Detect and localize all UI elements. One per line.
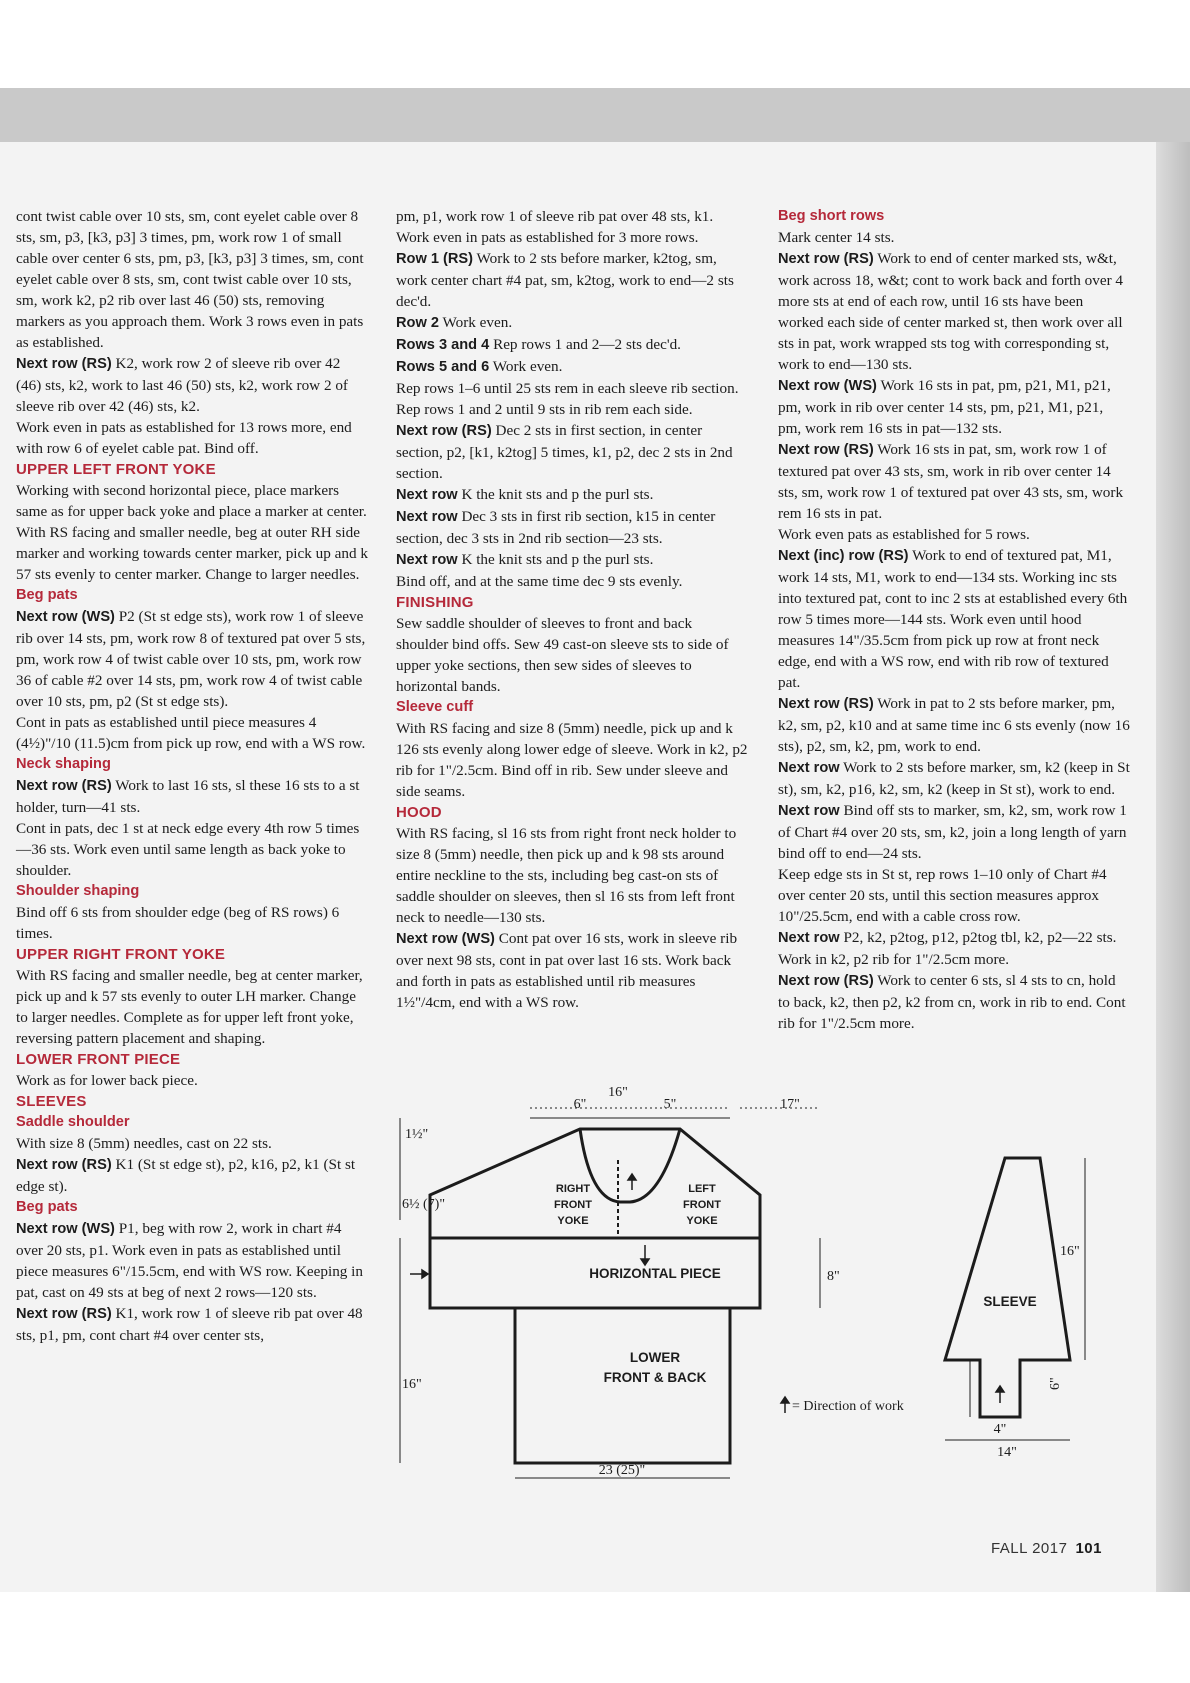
- paragraph-text: Bind off 6 sts from shoulder edge (beg of RS rows) 6 times.: [16, 904, 340, 942]
- row-label: Next row (RS): [16, 1306, 112, 1322]
- section-heading: UPPER LEFT FRONT YOKE: [16, 461, 216, 478]
- instruction-paragraph: [396, 506, 748, 549]
- arrow-legend-head: [781, 1397, 789, 1403]
- page-number: 101: [1075, 1540, 1102, 1557]
- paragraph-text: Work to last 16 sts, sl these 16 sts to a st holder, turn—41 sts.: [16, 777, 360, 816]
- paragraph-text: K the knit sts and p the purl sts.: [457, 486, 654, 503]
- paragraph-text: P2 (St st edge sts), work row 1 of sleeve rib over 14 sts, pm, work row 8 of textured pat over 5 sts, pm, work row 4 of twist cable over 10 sts, pm, work row 36 of cable #2 over 14 sts, pm, work row 4 of twist cable over 10 sts, pm, p2 (St st edge sts).: [16, 608, 366, 710]
- dim-label-1-5: 1½": [405, 1127, 429, 1142]
- dim-label-14: 14": [997, 1445, 1017, 1460]
- left-front-yoke-label-3: YOKE: [686, 1215, 718, 1227]
- paragraph-text: Rep rows 1–6 until 25 sts rem in each sleeve rib section.: [396, 380, 739, 397]
- row-label: Next row (WS): [396, 931, 495, 947]
- paragraph-text: Work to end of textured pat, M1, work 14 sts, M1, work to end—134 sts. Working inc sts into textured pat, cont to inc 2 sts at established every 6th row 5 times more—144 sts. Work even until hood measures 14"/35.5cm from pick up row at front neck edge, end with a WS row, end with rib row of textured pat.: [778, 547, 1128, 691]
- row-label: Next row: [396, 487, 458, 503]
- paragraph-text: Work to center 6 sts, sl 4 sts to cn, hold to back, k2, then p2, k2 from cn, work in rib to end. Cont rib for 1"/2.5cm more.: [778, 972, 1126, 1032]
- dim-label-4: 4": [993, 1422, 1007, 1437]
- dim-label-lower-16: 16": [402, 1377, 422, 1392]
- instruction-paragraph: [778, 970, 1130, 1034]
- paragraph-text: Rep rows 1 and 2—2 sts dec'd.: [489, 336, 681, 353]
- text-column-3: [778, 206, 1130, 1034]
- instruction-paragraph: [16, 480, 368, 585]
- instruction-paragraph: [396, 928, 748, 1013]
- dim-label-16: 16": [608, 1085, 628, 1100]
- instruction-paragraph: [16, 606, 368, 712]
- row-label: Next row: [778, 803, 840, 819]
- paragraph-text: Mark center 14 sts.: [778, 229, 895, 246]
- subsection-heading: Sleeve cuff: [396, 699, 474, 715]
- instruction-paragraph: [396, 206, 748, 248]
- row-label: Next row (RS): [16, 1157, 112, 1173]
- row-label: Next row (WS): [16, 609, 115, 625]
- row-label: Next (inc) row (RS): [778, 548, 909, 564]
- dim-label-cuff-6: 6": [1048, 1377, 1063, 1390]
- left-front-yoke-label-2: FRONT: [683, 1199, 721, 1211]
- instruction-paragraph: [16, 902, 368, 944]
- instruction-paragraph: [396, 420, 748, 484]
- instruction-paragraph: [396, 312, 748, 334]
- row-label: Next row (WS): [16, 1221, 115, 1237]
- row-label: Rows 3 and 4: [396, 337, 490, 353]
- instruction-paragraph: [396, 613, 748, 697]
- page-folio: [991, 1540, 1102, 1557]
- instruction-paragraph: [16, 1303, 368, 1346]
- subsection-heading: Beg short rows: [778, 208, 885, 224]
- row-label: Next row (RS): [16, 778, 112, 794]
- paragraph-text: Cont in pats, dec 1 st at neck edge every 4th row 5 times—36 sts. Work even until same length as back yoke to shoulder.: [16, 820, 360, 879]
- instruction-paragraph: [778, 439, 1130, 524]
- row-label: Next row (RS): [778, 696, 874, 712]
- instruction-paragraph: [778, 375, 1130, 439]
- dim-label-6-5: 6½ (7)": [402, 1197, 446, 1212]
- paragraph-text: With RS facing and size 8 (5mm) needle, pick up and k 126 sts evenly along lower edge of sleeve. Work in k2, p2 rib for 1"/2.5cm. Bind off in rib. Sew under sleeve and side seams.: [396, 720, 748, 800]
- instruction-paragraph: [778, 248, 1130, 375]
- paragraph-text: Work even.: [438, 314, 513, 331]
- section-heading: HOOD: [396, 804, 442, 821]
- row-label: Next row (WS): [778, 378, 877, 394]
- right-front-yoke-label-1: RIGHT: [555, 1183, 591, 1195]
- text-column-1: [16, 206, 368, 1346]
- paragraph-text: With RS facing and smaller needle, beg at center marker, pick up and k 57 sts evenly to outer LH marker. Change to larger needles. Complete as for upper left front yoke, reversing pattern placement and shaping.: [16, 967, 363, 1047]
- instruction-paragraph: [16, 1154, 368, 1197]
- instruction-paragraph: [778, 524, 1130, 545]
- instruction-paragraph: [396, 378, 748, 399]
- left-front-yoke-label-1: LEFT: [688, 1183, 716, 1195]
- row-label: Next row (RS): [778, 251, 874, 267]
- instruction-paragraph: [778, 800, 1130, 864]
- row-label: Next row: [778, 930, 840, 946]
- arrow-right-head: [422, 1270, 428, 1278]
- instruction-paragraph: [396, 399, 748, 420]
- schematic-diagram: [380, 1085, 1100, 1480]
- issue-label: FALL 2017: [990, 1540, 1068, 1557]
- dim-label-5: 5": [663, 1097, 677, 1112]
- instruction-paragraph: [16, 206, 368, 353]
- dim-label-6: 6": [573, 1097, 587, 1112]
- paragraph-text: Work even in pats as established for 13 rows more, end with row 6 of eyelet cable pat. Bind off.: [16, 419, 352, 457]
- instruction-paragraph: [396, 334, 748, 356]
- instruction-paragraph: [778, 693, 1130, 757]
- subsection-heading: Beg pats: [16, 1199, 78, 1215]
- section-heading: LOWER FRONT PIECE: [16, 1051, 181, 1068]
- instruction-paragraph: [778, 545, 1130, 693]
- dim-label-23: 23 (25)": [598, 1463, 646, 1478]
- arrow-down-head: [641, 1259, 649, 1265]
- direction-legend: = Direction of work: [792, 1399, 904, 1414]
- instruction-paragraph: [16, 965, 368, 1049]
- paragraph-text: Work to end of center marked sts, w&t, work across 18, w&t; cont to work back and forth over 4 more sts at end of each row, until 16 sts have been worked each side of center marked st, then work over all sts in pat, work wrapped sts tog with corresponding st, work to end—130 sts.: [778, 250, 1124, 373]
- dim-label-17: 17": [780, 1097, 800, 1112]
- paragraph-text: K the knit sts and p the purl sts.: [457, 551, 654, 568]
- paragraph-text: Work 16 sts in pat, sm, work row 1 of textured pat over 43 sts, sm, work in rib over center 14 sts, sm, work row 1 of textured pat over 43 sts, sm, work rem 16 sts in pat.: [778, 441, 1124, 522]
- paragraph-text: Work as for lower back piece.: [16, 1072, 198, 1089]
- arrow-sleeve-head: [996, 1386, 1004, 1392]
- paragraph-text: Cont pat over 16 sts, work in sleeve rib over next 98 sts, cont in pat over last 16 sts. Work back and forth in pats as established until rib measures 1½"/4cm, end with a WS row.: [396, 930, 738, 1011]
- paragraph-text: pm, p1, work row 1 of sleeve rib pat over 48 sts, k1. Work even in pats as established for 3 more rows.: [396, 208, 714, 246]
- row-label: Next row: [396, 509, 458, 525]
- row-label: Row 1 (RS): [396, 251, 474, 267]
- section-heading: UPPER RIGHT FRONT YOKE: [16, 946, 226, 963]
- text-column-2: [396, 206, 748, 1013]
- instruction-paragraph: [16, 1070, 368, 1091]
- paragraph-text: Working with second horizontal piece, place markers same as for upper back yoke and place a marker at center. With RS facing and smaller needle, beg at outer RH side marker and working towards center marker, pick up and k 57 sts evenly to center marker. Change to larger needles.: [16, 482, 368, 583]
- instruction-paragraph: [396, 484, 748, 506]
- instruction-paragraph: [16, 818, 368, 881]
- paragraph-text: Bind off, and at the same time dec 9 sts evenly.: [396, 573, 683, 590]
- lower-piece-outline: [515, 1308, 730, 1463]
- paragraph-text: Bind off sts to marker, sm, k2, sm, work row 1 of Chart #4 over 20 sts, sm, k2, join a long length of yarn bind off to end—24 sts.: [778, 802, 1127, 862]
- arrow-up-head: [628, 1174, 636, 1180]
- instruction-paragraph: [396, 823, 748, 928]
- paragraph-text: K1 (St st edge st), p2, k16, p2, k1 (St st edge st).: [16, 1156, 356, 1195]
- instruction-paragraph: [16, 353, 368, 417]
- instruction-paragraph: [16, 417, 368, 459]
- lower-piece-label-1: LOWER: [629, 1350, 681, 1365]
- row-label: Next row: [778, 760, 840, 776]
- paragraph-text: P1, beg with row 2, work in chart #4 over 20 sts, p1. Work even in pats as established until piece measures 6"/15.5cm, end with WS row. Keeping in pat, cast on 49 sts at beg of next 2 rows—120 sts.: [16, 1220, 363, 1301]
- row-label: Next row (RS): [778, 973, 874, 989]
- paragraph-text: Work in pat to 2 sts before marker, pm, k2, sm, p2, k10 and at same time inc 6 sts evenly (now 16 sts), p2, sm, k2, pm, work to end.: [778, 695, 1130, 755]
- paragraph-text: Sew saddle shoulder of sleeves to front and back shoulder bind offs. Sew 49 cast-on sleeve sts to side of upper yoke sections, then sew sides of sleeves to horizontal bands.: [396, 615, 729, 695]
- row-label: Rows 5 and 6: [396, 359, 490, 375]
- dim-label-sleeve-16: 16": [1060, 1244, 1080, 1259]
- row-label: Next row (RS): [778, 442, 874, 458]
- instruction-paragraph: [396, 718, 748, 802]
- instruction-paragraph: [16, 775, 368, 818]
- paragraph-text: Work even pats as established for 5 rows.: [778, 526, 1030, 543]
- row-label: Next row (RS): [396, 423, 492, 439]
- paragraph-text: Work to 2 sts before marker, sm, k2 (keep in St st), sm, k2, p16, k2, sm, k2 (keep in St st), work to end.: [778, 759, 1130, 798]
- subsection-heading: Beg pats: [16, 587, 78, 603]
- paragraph-text: Cont in pats as established until piece measures 4 (4½)"/10 (11.5)cm from pick up row, end with a WS row.: [16, 714, 366, 752]
- row-label: Next row: [396, 552, 458, 568]
- right-front-yoke-label-2: FRONT: [554, 1199, 592, 1211]
- paragraph-text: K2, work row 2 of sleeve rib over 42 (46) sts, k2, work to last 46 (50) sts, k2, work row 2 of sleeve rib over 42 (46) sts, k2.: [16, 355, 348, 415]
- paragraph-text: Keep edge sts in St st, rep rows 1–10 only of Chart #4 over center 20 sts, until this section measures approx 10"/25.5cm, end with a cable cross row.: [778, 866, 1107, 925]
- bottom-margin: [0, 1592, 1190, 1683]
- paragraph-text: Work to 2 sts before marker, k2tog, sm, work center chart #4 pat, sm, k2tog, work to end—2 sts dec'd.: [396, 250, 734, 310]
- paragraph-text: P2, k2, p2tog, p12, p2tog tbl, k2, p2—22 sts. Work in k2, p2 rib for 1"/2.5cm more.: [778, 929, 1117, 968]
- paragraph-text: Work even.: [489, 358, 563, 375]
- paragraph-text: Dec 2 sts in first section, in center section, p2, [k1, k2tog] 5 times, k1, p2, dec 2 sts in 2nd section.: [396, 422, 733, 482]
- horizontal-piece-label: HORIZONTAL PIECE: [589, 1266, 721, 1281]
- right-front-yoke-label-3: YOKE: [557, 1215, 589, 1227]
- subsection-heading: Shoulder shaping: [16, 883, 140, 899]
- paragraph-text: Rep rows 1 and 2 until 9 sts in rib rem each side.: [396, 401, 693, 418]
- section-heading: FINISHING: [396, 594, 474, 611]
- instruction-paragraph: [778, 864, 1130, 927]
- subsection-heading: Saddle shoulder: [16, 1114, 130, 1130]
- instruction-paragraph: [16, 712, 368, 754]
- instruction-paragraph: [396, 549, 748, 571]
- sleeve-label: SLEEVE: [983, 1294, 1037, 1309]
- subsection-heading: Neck shaping: [16, 756, 111, 772]
- paragraph-text: cont twist cable over 10 sts, sm, cont eyelet cable over 8 sts, sm, p3, [k3, p3] 3 times, pm, work row 1 of small cable over center 6 sts, pm, p3, [k3, p3] 3 times, sm, cont eyelet cable over 8 sts, sm, cont twist cable over 10 sts, sm, work k2, p2 rib over last 46 (50) sts, removing markers as you approach them. Work 3 rows even in pats as established.: [16, 208, 364, 351]
- instruction-paragraph: [16, 1218, 368, 1303]
- instruction-paragraph: [396, 571, 748, 592]
- instruction-paragraph: [396, 248, 748, 312]
- instruction-paragraph: [778, 927, 1130, 970]
- instruction-paragraph: [16, 1133, 368, 1154]
- paragraph-text: Work 16 sts in pat, pm, p21, M1, p21, pm, work in rib over center 14 sts, pm, p21, M1, p21, pm, work rem 16 sts in pat—132 sts.: [778, 377, 1111, 437]
- row-label: Next row (RS): [16, 356, 112, 372]
- top-margin: [0, 0, 1190, 88]
- instruction-paragraph: [396, 356, 748, 378]
- neck-notch: [580, 1129, 680, 1202]
- paragraph-text: Dec 3 sts in first rib section, k15 in center section, dec 3 sts in 2nd rib section—23 sts.: [396, 508, 716, 547]
- row-label: Row 2: [396, 315, 439, 331]
- instruction-paragraph: [778, 227, 1130, 248]
- dim-label-8: 8": [827, 1269, 840, 1284]
- instruction-paragraph: [778, 757, 1130, 800]
- lower-piece-label-2: FRONT & BACK: [603, 1370, 707, 1385]
- paragraph-text: With RS facing, sl 16 sts from right front neck holder to size 8 (5mm) needle, then pick up and k 98 sts around entire neckline to the sts, including beg cast-on sts of saddle shoulder on sleeves, then sl 16 sts from left front neck to needle—130 sts.: [396, 825, 737, 926]
- paragraph-text: With size 8 (5mm) needles, cast on 22 sts.: [16, 1135, 272, 1152]
- section-heading: SLEEVES: [16, 1093, 87, 1110]
- page-edge: [1156, 142, 1190, 1592]
- paragraph-text: K1, work row 1 of sleeve rib pat over 48 sts, p1, pm, cont chart #4 over center sts,: [16, 1305, 363, 1344]
